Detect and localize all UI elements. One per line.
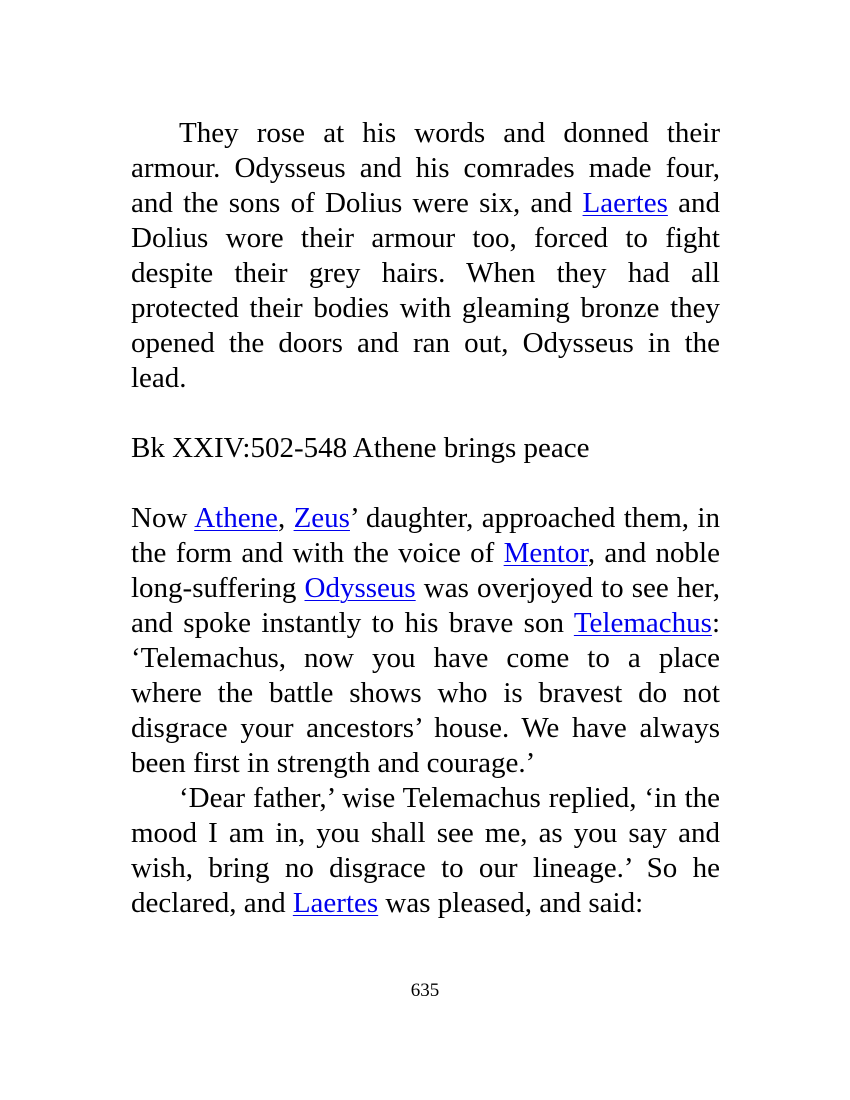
paragraph-text: Now <box>131 502 195 534</box>
link-odysseus[interactable]: Odysseus <box>304 572 416 604</box>
paragraph-spacer <box>131 396 720 431</box>
paragraph-text: was overjoyed to see her, and spoke instantly to his brave son <box>131 572 720 639</box>
link-laertes[interactable]: Laertes <box>292 887 379 919</box>
paragraph-text: They rose at his words and donned their armour. Odysseus and his comrades made four, and the sons of Dolius were six, and <box>131 117 720 219</box>
page-number: 635 <box>410 980 440 1001</box>
paragraph-armour <box>131 116 720 396</box>
link-telemachus[interactable]: Telemachus <box>573 607 712 639</box>
paragraph-text: , and noble long-suffering <box>131 537 720 604</box>
section-heading: Bk XXIV:502-548 Athene brings peace <box>131 432 590 464</box>
link-athene[interactable]: Athene <box>194 502 278 534</box>
paragraph-text: ’ daughter, approached them, in the form and with the voice of <box>131 502 720 569</box>
paragraph-spacer <box>131 466 720 501</box>
paragraph-text: ‘Dear father,’ wise Telemachus replied, ‘in the mood I am in, you shall see me, as you say and wish, bring no disgrace to our lineage.’ So he declared, and <box>131 782 720 919</box>
link-zeus[interactable]: Zeus <box>293 502 350 534</box>
paragraph-athene <box>131 501 720 781</box>
paragraph-text: : ‘Telemachus, now you have come to a place where the battle shows who is bravest do not disgrace your ancestors’ house. We have always been first in strength and courage.’ <box>131 607 720 779</box>
paragraph-text: , <box>277 502 294 534</box>
page-body <box>131 116 720 921</box>
paragraph-text: and Dolius wore their armour too, forced to fight despite their grey hairs. When they had all protected their bodies with gleaming bronze they opened the doors and ran out, Odysseus in the lead. <box>131 187 720 394</box>
link-mentor[interactable]: Mentor <box>503 537 588 569</box>
link-laertes[interactable]: Laertes <box>582 187 668 219</box>
paragraph-text: was pleased, and said: <box>378 887 644 919</box>
paragraph-telemachus-reply <box>131 781 720 921</box>
